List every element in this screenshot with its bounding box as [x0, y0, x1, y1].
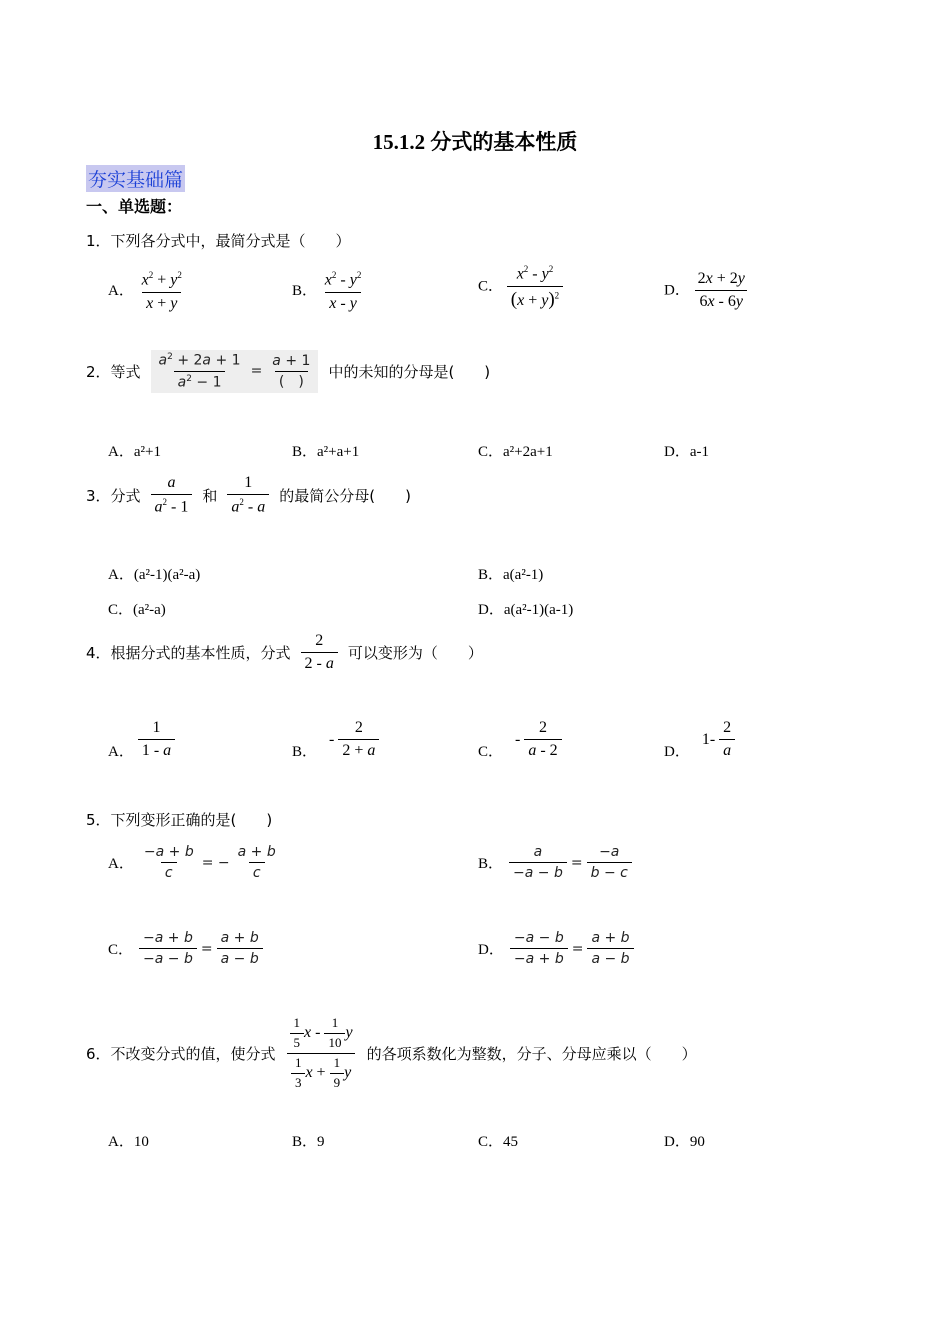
- q1-option-a[interactable]: [108, 270, 186, 313]
- q6-pre: 6．不改变分式的值，使分式: [86, 1044, 276, 1063]
- q6-option-c[interactable]: C．45: [478, 1134, 519, 1150]
- q2-pre: 2．等式: [86, 362, 141, 381]
- q5-d-label: D．: [478, 942, 504, 959]
- q3-option-b[interactable]: B．a(a²-1): [478, 567, 544, 583]
- q3-option-c[interactable]: C．(a²-a): [108, 602, 166, 618]
- q3-post: 的最简公分母( ): [279, 487, 411, 506]
- q5-c-label: C．: [108, 942, 134, 959]
- q5-c-equation: $\frac{-a + b}{-a - b}$ = $\frac{a + b}{a - b}$: [139, 930, 263, 967]
- q3-fraction-1: $\frac{a}{a^2 - 1}$: [151, 474, 193, 517]
- question-5-stem: 5．下列变形正确的是( ): [86, 811, 273, 829]
- q1-option-c[interactable]: [478, 264, 563, 311]
- question-3: [86, 474, 411, 517]
- q4-option-c[interactable]: C． - $\frac{2}{a - 2}$: [478, 718, 562, 761]
- q3-mid: 和: [202, 487, 218, 506]
- q1-a-label: A．: [108, 282, 134, 299]
- part-heading: 一、单选题：: [86, 197, 183, 216]
- q5-option-a[interactable]: [108, 844, 280, 881]
- q1-d-fraction: $\frac{2x + 2y}{6x - 6y}$: [694, 270, 749, 312]
- q3-option-a[interactable]: A．(a²-1)(a²-a): [108, 567, 201, 583]
- q4-d-label: D．: [664, 744, 690, 760]
- q4-fraction: $\frac{2}{2 - a}$: [301, 632, 338, 674]
- q1-b-fraction: $\frac{x^2 - y^2}{x - y}$: [324, 270, 362, 312]
- q4-d-fraction: $\frac{2}{a}$: [719, 719, 735, 761]
- q4-post: 可以变形为（ ）: [347, 644, 483, 663]
- q4-a-fraction: $\frac{1}{1 - a}$: [138, 719, 175, 761]
- q5-d-equation: $\frac{-a - b}{-a + b}$ = $\frac{a + b}{a - b}$: [510, 930, 634, 967]
- q4-b-label: B．: [292, 744, 318, 760]
- q6-post: 的各项系数化为整数，分子、分母应乘以（ ）: [366, 1044, 697, 1063]
- q1-d-label: D．: [664, 282, 690, 299]
- q5-b-label: B．: [478, 856, 504, 873]
- q2-equation: $\frac{a^2 + 2a + 1}{a^2 - 1}$ = $\frac{a + 1}{( )}$: [151, 350, 319, 393]
- page-title: 15.1.2 分式的基本性质: [372, 130, 578, 154]
- q4-b-fraction: $\frac{2}{2 + a}$: [338, 719, 379, 761]
- section-label: 夯实基础篇: [86, 165, 185, 192]
- q5-option-b[interactable]: [478, 844, 632, 881]
- q1-option-d[interactable]: [664, 270, 749, 312]
- q2-option-d[interactable]: D．a-1: [664, 444, 709, 460]
- q6-option-d[interactable]: D．90: [664, 1134, 705, 1150]
- q5-option-d[interactable]: [478, 930, 634, 967]
- q1-c-fraction: $\frac{x^2 - y^2}{(x + y)^2}$: [507, 264, 563, 311]
- q2-option-c[interactable]: C．a²+2a+1: [478, 444, 553, 460]
- q1-option-b[interactable]: [292, 270, 365, 313]
- q2-option-a[interactable]: A．a²+1: [108, 444, 161, 460]
- q1-c-label: C．: [478, 278, 504, 295]
- q3-option-d[interactable]: D．a(a²-1)(a-1): [478, 602, 574, 618]
- q4-option-d[interactable]: D． 1- $\frac{2}{a}$: [664, 718, 735, 761]
- q6-option-b[interactable]: B．9: [292, 1134, 325, 1150]
- q4-a-label: A．: [108, 744, 134, 760]
- q1-a-fraction: $\frac{x^2 + y^2}{x + y}$: [141, 270, 182, 312]
- q4-option-b[interactable]: B． - $\frac{2}{2 + a}$: [292, 718, 379, 761]
- q6-option-a[interactable]: A．10: [108, 1134, 149, 1150]
- q4-c-fraction: $\frac{2}{a - 2}$: [524, 719, 561, 761]
- q4-c-label: C．: [478, 744, 504, 760]
- q3-pre: 3．分式: [86, 487, 141, 506]
- q4-pre: 4．根据分式的基本性质，分式: [86, 644, 291, 663]
- q6-fraction: $\frac{1}{5}$ x - $\frac{1}{10}$ y $\frac{1}{3}$ x + $\frac{1}{9}$ y: [286, 1014, 357, 1093]
- q5-a-equation: $\frac{-a + b}{c}$ = − $\frac{a + b}{c}$: [143, 844, 276, 882]
- question-4: [86, 632, 483, 674]
- q2-option-b[interactable]: B．a²+a+1: [292, 444, 360, 460]
- q5-b-equation: $\frac{a}{-a - b}$ = $\frac{-a}{b - c}$: [509, 844, 632, 881]
- q3-fraction-2: $\frac{1}{a^2 - a}$: [227, 474, 269, 517]
- question-2: [86, 350, 490, 393]
- q5-a-label: A．: [108, 856, 134, 873]
- q5-option-c[interactable]: [108, 930, 263, 967]
- q1-b-label: B．: [292, 282, 318, 299]
- q4-option-a[interactable]: [108, 718, 175, 761]
- question-6: [86, 1014, 697, 1093]
- q2-post: 中的未知的分母是( ): [328, 362, 491, 381]
- question-1-stem: 1．下列各分式中，最简分式是（ ）: [86, 232, 351, 250]
